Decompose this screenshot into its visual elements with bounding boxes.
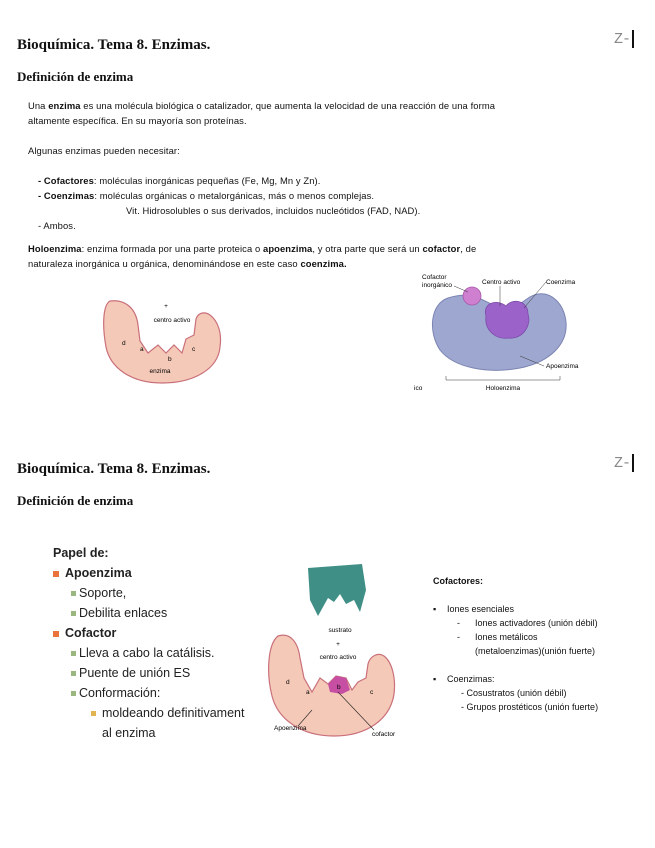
fig3-cofactor: cofactor [372, 731, 396, 738]
fig1-label-d: d [122, 340, 126, 347]
holoenzima-line1: Holoenzima: enzima formada por una parte proteica o apoenzima, y otra parte que será un cofactor, de [28, 243, 477, 254]
cof-item: Conformación: [53, 683, 244, 703]
para1-line1: Una enzima es una molécula biológica o catalizador, que aumenta la velocidad de una reacción de una forma [28, 100, 496, 111]
fig1-enzima: enzima [149, 368, 171, 375]
para1-line2: altamente específica. En su mayoría son proteínas. [28, 115, 247, 126]
slide2-subtitle: Definición de enzima [17, 493, 134, 508]
fig2-ico: ico [414, 385, 423, 392]
bullet-ambos: - Ambos. [38, 220, 76, 231]
cof-item: Puente de unión ES [53, 663, 244, 683]
cofactor-heading: Cofactor [53, 623, 244, 643]
apoenzima-heading: Apoenzima [53, 563, 244, 583]
papel-list [53, 543, 244, 743]
slide1-title: Bioquímica. Tema 8. Enzimas. [17, 37, 211, 53]
iones-item: - Iones activadores (unión débil) [457, 618, 598, 628]
logo-mark-2 [614, 454, 634, 472]
fig3-plus: + [336, 641, 340, 648]
logo-text: Z- [614, 30, 631, 48]
fig3-centro-activo: centro activo [319, 654, 357, 661]
iones-heading: ▪ Iones esenciales [433, 604, 515, 614]
slide2-title: Bioquímica. Tema 8. Enzimas. [17, 461, 211, 477]
cof-sub-item: moldeando definitivament [53, 703, 244, 723]
holoenzyme-diagram [410, 268, 590, 396]
substrate-shape [308, 564, 366, 616]
papel-title: Papel de: [53, 546, 109, 560]
cofactores-title: Cofactores: [433, 576, 484, 586]
cof-item: Lleva a cabo la catálisis. [53, 643, 244, 663]
logo-mark [614, 30, 634, 48]
coenz-item: - Grupos prostéticos (unión fuerte) [461, 702, 599, 712]
iones-item: - Iones metálicos [457, 632, 538, 642]
fig2-cofactor: Cofactor [422, 274, 447, 281]
holoenzima-line2: naturaleza inorgánica u orgánica, denominándose en este caso coenzima. [28, 258, 347, 269]
slide1-subtitle: Definición de enzima [17, 69, 134, 84]
fig1-centro-activo: centro activo [153, 317, 191, 324]
cof-sub-item-line2: al enzima [102, 726, 156, 740]
fig2-coenzima: Coenzima [546, 279, 576, 286]
apo-item: Soporte, [53, 583, 244, 603]
bullet-coenzimas: - Coenzimas: moléculas orgánicas o metalorgánicas, más o menos complejas. [38, 190, 375, 201]
fig3-label-c: c [370, 689, 374, 696]
fig1-plus: + [164, 303, 168, 310]
fig1-label-b: b [168, 356, 172, 363]
fig3-apoenzima: Apoenzima [274, 725, 307, 732]
iones-item-line2: (metaloenzimas)(unión fuerte) [475, 646, 596, 656]
apo-item: Debilita enlaces [53, 603, 244, 623]
fig1-label-a: a [140, 346, 144, 353]
bullet-cofactores: - Cofactores: moléculas inorgánicas pequeñas (Fe, Mg, Mn y Zn). [38, 175, 321, 186]
coenz-item: - Cosustratos (unión débil) [461, 688, 567, 698]
fig3-label-d: d [286, 679, 290, 686]
fig1-label-c: c [192, 346, 196, 353]
fig2-centro-activo: Centro activo [482, 279, 521, 286]
fig3-sustrato: sustrato [328, 627, 352, 634]
logo-text-2: Z- [614, 454, 631, 472]
cofactor-shape [463, 287, 481, 305]
fig2-inorganico: inorgánico [422, 282, 452, 289]
enzyme-substrate-diagram [262, 560, 402, 745]
enzyme-diagram [100, 295, 225, 387]
cofactores-list [433, 574, 648, 714]
fig3-label-b: b [337, 684, 341, 691]
para2: Algunas enzimas pueden necesitar: [28, 145, 180, 156]
fig2-holoenzima: Holoenzima [485, 385, 521, 392]
coenzimas-heading: ▪ Coenzimas: [433, 674, 495, 684]
slide1-text-block [28, 98, 618, 271]
coenzima-shape [485, 301, 529, 338]
bullet-coenzimas-line2: Vit. Hidrosolubles o sus derivados, incluidos nucleótidos (FAD, NAD). [126, 205, 421, 216]
fig2-apoenzima: Apoenzima [546, 363, 579, 370]
fig3-label-a: a [306, 689, 310, 696]
